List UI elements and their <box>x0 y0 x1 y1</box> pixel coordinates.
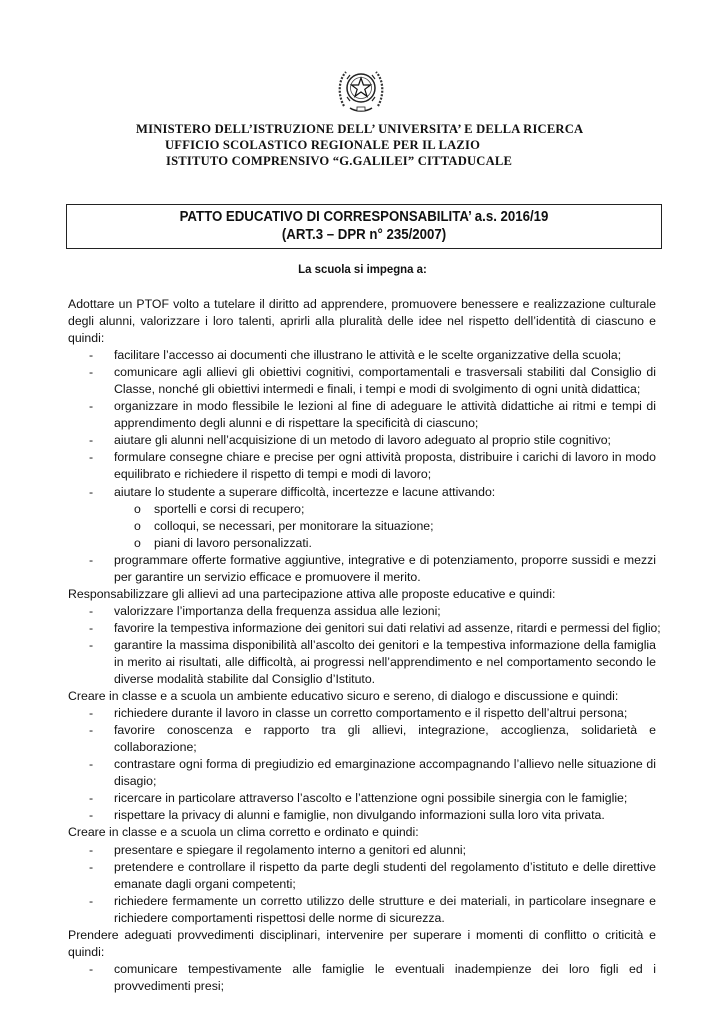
list-item: - presentare e spiegare il regolamento interno a genitori ed alunni; <box>68 842 656 859</box>
dash-marker: - <box>89 365 94 380</box>
dash-marker: - <box>89 842 94 857</box>
dash-marker: - <box>89 757 94 772</box>
dash-marker: - <box>89 552 94 567</box>
list-item: - ricercare in particolare attraverso l’ascolto e l’attenzione ogni possibile sinergia con le famiglie; <box>68 790 656 807</box>
list-item: - aiutare gli alunni nell’acquisizione di un metodo di lavoro adeguato al proprio stile cognitivo; <box>68 432 656 449</box>
title-box <box>66 204 662 249</box>
list-item: - garantire la massima disponibilità all’ascolto dei genitori e la tempestiva informazione della famiglia in merito ai risultati, alle difficoltà, ai progressi nell’apprendimento e nel comportamento secondo le diverse modalità stabilite dal Consiglio d’Istituto. <box>89 637 656 687</box>
dash-marker: - <box>89 450 94 465</box>
ministry-name: MINISTERO DELL’ISTRUZIONE DELL’ UNIVERSITA’ E DELLA RICERCA <box>136 122 584 136</box>
dash-marker: - <box>89 348 94 363</box>
list-item: - programmare offerte formative aggiuntive, integrative e di potenziamento, proporre sussidi e mezzi per garantire un servizio efficace e promuovere il merito. <box>89 552 656 584</box>
sub-list-item: o piani di lavoro personalizzati. <box>68 535 656 552</box>
list-item: - favorire la tempestiva informazione dei genitori sui dati relativi ad assenze, ritardi e permessi del figlio; <box>68 620 656 637</box>
list-item: - richiedere durante il lavoro in classe un corretto comportamento e il rispetto dell’altrui persona; <box>68 705 656 722</box>
document-reference: (ART.3 – DPR n° 235/2007) <box>281 227 447 243</box>
dash-marker: - <box>89 603 94 618</box>
dash-marker: - <box>89 723 94 738</box>
dash-marker: - <box>89 433 94 448</box>
section-intro: Creare in classe e a scuola un ambiente educativo sicuro e sereno, di dialogo e discussione e quindi: <box>68 689 619 704</box>
list-item: - pretendere e controllare il rispetto da parte degli studenti del regolamento d’istituto e delle direttive emanate dagli organi competenti; <box>89 859 656 891</box>
list-item: - comunicare tempestivamente alle famiglie le eventuali inadempienze dei loro figli ed i provvedimenti presi; <box>89 961 656 993</box>
list-item: - formulare consegne chiare e precise per ogni attività proposta, distribuire i carichi di lavoro in modo equilibrato e richiedere il rispetto di tempi e modi di lavoro; <box>89 450 656 482</box>
regional-office: UFFICIO SCOLASTICO REGIONALE PER IL LAZIO <box>165 138 481 152</box>
list-item: - favorire conoscenza e rapporto tra gli allievi, integrazione, accoglienza, solidarietà e collaborazione; <box>89 723 656 755</box>
sub-list-item: o sportelli e corsi di recupero; <box>68 501 656 518</box>
circle-bullet-icon: o <box>134 518 141 533</box>
dash-marker: - <box>89 859 94 874</box>
circle-bullet-icon: o <box>134 501 141 516</box>
republic-emblem-icon <box>336 62 386 116</box>
list-item: - facilitare l’accesso ai documenti che illustrano le attività e le scelte organizzative della scuola; <box>68 347 656 364</box>
list-item: - contrastare ogni forma di pregiudizio ed emarginazione accompagnando l’allievo nelle situazione di disagio; <box>89 757 656 789</box>
document-title: PATTO EDUCATIVO DI CORRESPONSABILITA’ a.s. 2016/19 <box>179 209 549 225</box>
dash-marker: - <box>89 399 94 414</box>
circle-bullet-icon: o <box>134 535 141 550</box>
list-item: - comunicare agli allievi gli obiettivi cognitivi, comportamentali e trasversali stabiliti dal Consiglio di Classe, nonché gli obiettivi intermedi e finali, i tempi e modi di svolgimento di ogni unità didattica; <box>89 365 656 397</box>
section-intro: Prendere adeguati provvedimenti disciplinari, intervenire per superare i momenti di conflitto o criticità e quindi: <box>68 927 656 959</box>
list-item: - aiutare lo studente a superare difficoltà, incertezze e lacune attivando: <box>68 484 656 501</box>
sub-list-item: o colloqui, se necessari, per monitorare la situazione; <box>68 518 656 535</box>
section-intro: Responsabilizzare gli allievi ad una partecipazione attiva alle proposte educative e quindi: <box>68 586 556 601</box>
list-item: - richiedere fermamente un corretto utilizzo delle strutture e dei materiali, in particolare insegnare e richiedere comportamenti rispettosi delle norme di sicurezza. <box>89 893 656 925</box>
section-intro: Creare in classe e a scuola un clima corretto e ordinato e quindi: <box>68 825 419 840</box>
dash-marker: - <box>89 484 94 499</box>
dash-marker: - <box>89 961 94 976</box>
section-heading: La scuola si impegna a: <box>298 262 427 276</box>
institute-name: ISTITUTO COMPRENSIVO “G.GALILEI” CITTADUCALE <box>166 154 513 168</box>
dash-marker: - <box>89 893 94 908</box>
dash-marker: - <box>89 808 94 823</box>
dash-marker: - <box>89 791 94 806</box>
document-body <box>68 296 661 995</box>
dash-marker: - <box>89 706 94 721</box>
dash-marker: - <box>89 620 94 635</box>
dash-marker: - <box>89 637 94 652</box>
section-intro: Adottare un PTOF volto a tutelare il diritto ad apprendere, promuovere benessere e realizzazione culturale degli alunni, valorizzare i loro talenti, aprirli alla pluralità delle idee nel rispetto dell’identità di ciascuno e quindi: <box>68 297 656 346</box>
list-item: - rispettare la privacy di alunni e famiglie, non divulgando informazioni sulla loro vita privata. <box>68 807 656 824</box>
list-item: - organizzare in modo flessibile le lezioni al fine di adeguare le attività didattiche ai ritmi e tempi di apprendimento degli alunni e di rispettare la specificità di ciascuno; <box>89 399 656 431</box>
list-item: - valorizzare l’importanza della frequenza assidua alle lezioni; <box>68 603 656 620</box>
